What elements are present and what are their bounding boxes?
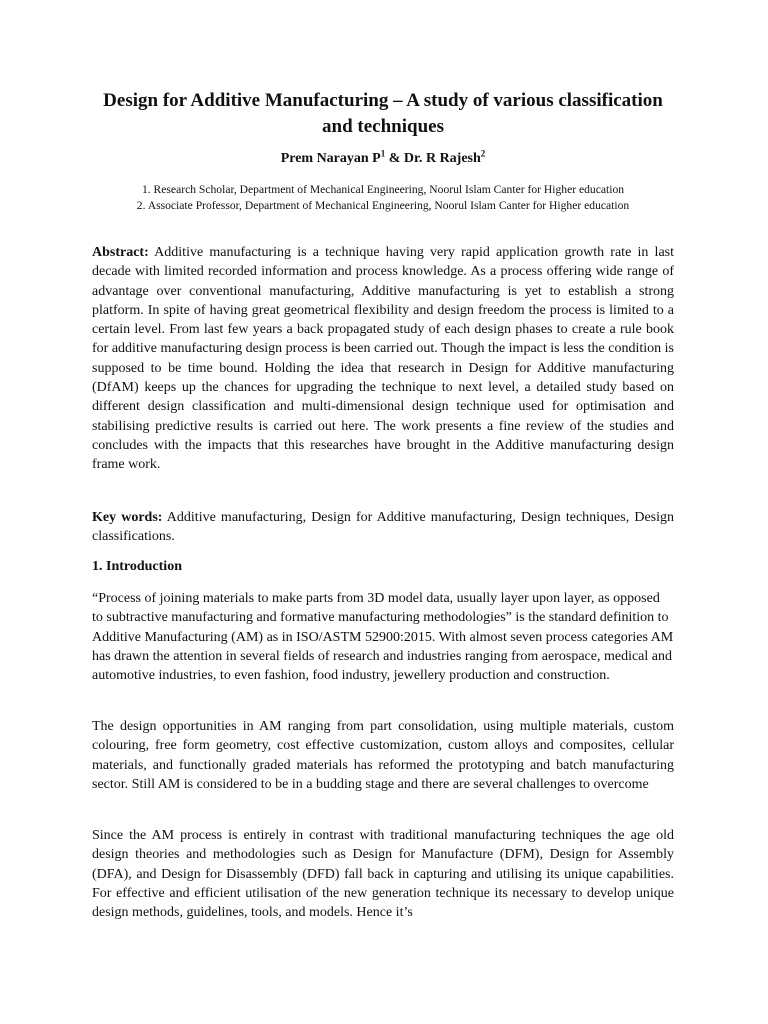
author-line bbox=[92, 150, 674, 168]
author-name-1: Prem Narayan P bbox=[280, 151, 381, 166]
author-separator: & bbox=[385, 151, 404, 166]
keywords-text: Additive manufacturing, Design for Additive manufacturing, Design techniques, Design classifications. bbox=[92, 510, 674, 545]
section-heading-introduction: 1. Introduction bbox=[92, 559, 182, 574]
paper-title: Design for Additive Manufacturing – A study of various classification and techniques bbox=[103, 90, 663, 137]
affiliations bbox=[92, 182, 674, 214]
author-name-2: Dr. R Rajesh bbox=[403, 151, 481, 166]
intro-paragraph-1: “Process of joining materials to make parts from 3D model data, usually layer upon layer, as opposed to subtractive manufacturing and formative manufacturing methodologies” is the standard definition to Additive Manufacturing (AM) as in ISO/ASTM 52900:2015. With almost seven process categories AM has drawn the attention in several fields of research and industries ranging from aerospace, medical and automotive industries, to even fashion, food industry, jewellery production and construction. bbox=[92, 591, 674, 684]
affiliation-1: 1. Research Scholar, Department of Mechanical Engineering, Noorul Islam Canter for Higher education bbox=[141, 183, 625, 196]
intro-paragraph-2: The design opportunities in AM ranging from part consolidation, using multiple materials, custom colouring, free form geometry, cost effective customization, custom alloys and composites, cellular materials, and functionally graded materials has reformed the prototyping and batch manufacturing sector. Still AM is considered to be in a budding stage and there are several challenges to overcome bbox=[92, 719, 674, 792]
abstract-label: Abstract: bbox=[92, 245, 149, 260]
intro-paragraph-3: Since the AM process is entirely in contrast with traditional manufacturing techniques the age old design theories and methodologies such as Design for Manufacture (DFM), Design for Assembly (DFA), and Design for Disassembly (DFD) fall back in capturing and utilising its unique capabilities. For effective and efficient utilisation of the new generation technique its necessary to develop unique design methods, guidelines, tools, and models. Hence it’s bbox=[92, 828, 674, 921]
abstract-text: Additive manufacturing is a technique having very rapid application growth rate in last decade with limited recorded information and process knowledge. As a process offering wide range of advantage over conventional manufacturing, Additive manufacturing is yet to establish a strong platform. In spite of having great geometrical flexibility and design freedom the process is limited to a certain level. From last few years a back propagated study of each design phases to create a rule book for additive manufacturing design process is been carried out. Though the impact is less the condition is supposed to be time bound. Holding the idea that research in Design for Additive manufacturing (DfAM) keeps up the chances for upgrading the technique to next level, a detailed study based on different design classification and multi-dimensional design technique used for optimisation and stabilising predictive results is carried out here. The work presents a fine review of the studies and concludes with the impacts that this researches have brought in the Additive manufacturing design frame work. bbox=[92, 245, 674, 473]
author-affil-mark-1: 1 bbox=[380, 148, 386, 159]
author-affil-mark-2: 2 bbox=[480, 148, 486, 159]
abstract-paragraph bbox=[92, 243, 674, 475]
affiliation-2: 2. Associate Professor, Department of Mechanical Engineering, Noorul Islam Canter for Higher education bbox=[136, 199, 630, 212]
keywords-paragraph bbox=[92, 508, 674, 547]
keywords-label: Key words: bbox=[92, 510, 163, 525]
